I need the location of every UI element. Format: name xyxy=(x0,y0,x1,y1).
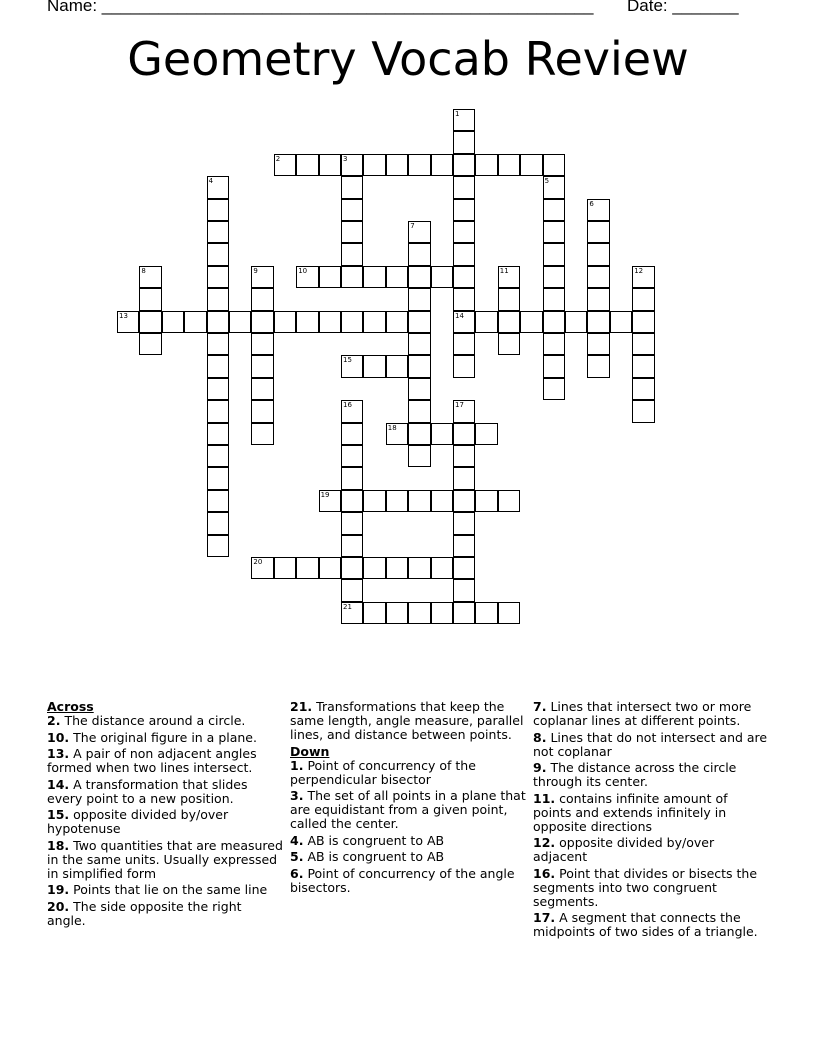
crossword-cell[interactable] xyxy=(363,311,385,333)
crossword-cell[interactable] xyxy=(341,400,363,422)
crossword-cell[interactable] xyxy=(251,378,273,400)
crossword-cell[interactable] xyxy=(207,333,229,355)
crossword-cell[interactable] xyxy=(341,199,363,221)
crossword-cell[interactable] xyxy=(453,221,475,243)
clue-across: 21. Transformations that keep the same length, angle measure, parallel lines, and distance between points. xyxy=(290,699,524,742)
crossword-cell[interactable] xyxy=(207,445,229,467)
crossword-cell[interactable] xyxy=(319,557,341,579)
crossword-cell[interactable] xyxy=(296,557,318,579)
crossword-cell[interactable] xyxy=(207,400,229,422)
clue-down: 4. AB is congruent to AB xyxy=(290,832,445,848)
crossword-cell[interactable] xyxy=(632,400,654,422)
clue-down: 11. contains infinite amount of points and extends infinitely in opposite directions xyxy=(533,790,728,834)
crossword-cell[interactable] xyxy=(386,557,408,579)
crossword-cell[interactable] xyxy=(341,602,363,624)
crossword-cell[interactable] xyxy=(475,311,497,333)
crossword-cell[interactable] xyxy=(587,311,609,333)
name-field-label: Name: ____________________________________________________ xyxy=(47,0,594,15)
crossword-cell[interactable] xyxy=(341,512,363,534)
crossword-cell[interactable] xyxy=(543,311,565,333)
crossword-cell[interactable] xyxy=(207,355,229,377)
crossword-cell[interactable] xyxy=(207,467,229,489)
crossword-cell[interactable] xyxy=(587,288,609,310)
clue-number: 9 xyxy=(253,266,258,275)
crossword-cell[interactable] xyxy=(520,311,542,333)
crossword-cell[interactable] xyxy=(453,333,475,355)
clue-number: 20 xyxy=(253,558,263,566)
crossword-cell[interactable] xyxy=(386,154,408,176)
crossword-cell[interactable] xyxy=(274,154,296,176)
clue-number: 10 xyxy=(298,266,308,275)
clue-number: 21 xyxy=(343,602,352,611)
crossword-cell[interactable] xyxy=(117,311,139,333)
crossword-cell[interactable] xyxy=(207,423,229,445)
crossword-cell[interactable] xyxy=(251,311,273,333)
crossword-cell[interactable] xyxy=(408,602,430,624)
clue-down: 8. Lines that do not intersect and are not coplanar xyxy=(533,729,768,759)
clue-column-3 xyxy=(533,700,769,942)
clue-across: 19. Points that lie on the same line xyxy=(47,882,268,897)
crossword-cell[interactable] xyxy=(341,243,363,265)
crossword-cell[interactable] xyxy=(274,311,296,333)
clue-number: 13 xyxy=(119,311,128,320)
crossword-cell[interactable] xyxy=(431,154,453,176)
clue-number: 17 xyxy=(455,401,464,410)
crossword-cell[interactable] xyxy=(363,490,385,512)
crossword-cell[interactable] xyxy=(565,311,587,333)
crossword-cell[interactable] xyxy=(296,154,318,176)
crossword-cell[interactable] xyxy=(408,221,430,243)
crossword-cell[interactable] xyxy=(363,557,385,579)
clue-number: 11 xyxy=(499,266,509,275)
clue-across: 13. A pair of non adjacent angles formed when two lines intersect. xyxy=(47,746,257,775)
crossword-cell[interactable] xyxy=(498,602,520,624)
crossword-cell[interactable] xyxy=(475,423,497,445)
clue-number: 1 xyxy=(455,110,460,118)
crossword-cell[interactable] xyxy=(632,378,654,400)
clue-number: 5 xyxy=(544,177,550,186)
crossword-cell[interactable] xyxy=(274,557,296,579)
clue-down: 5. AB is congruent to AB xyxy=(290,849,445,864)
crossword-cell[interactable] xyxy=(543,221,565,243)
crossword-cell[interactable] xyxy=(453,400,475,422)
clue-number: 16 xyxy=(343,401,352,410)
crossword-cell[interactable] xyxy=(543,288,565,310)
crossword-cell[interactable] xyxy=(363,266,385,288)
crossword-cell[interactable] xyxy=(341,176,363,198)
clue-down: 12. opposite divided by/over adjacent xyxy=(533,835,715,864)
clue-down: 6. Point of concurrency of the angle bisectors. xyxy=(290,865,515,895)
clue-down: 16. Point that divides or bisects the segments into two congruent segments. xyxy=(533,865,758,909)
crossword-cell[interactable] xyxy=(543,378,565,400)
crossword-cell[interactable] xyxy=(587,221,609,243)
crossword-cell[interactable] xyxy=(543,199,565,221)
crossword-cell[interactable] xyxy=(520,154,542,176)
crossword-cell[interactable] xyxy=(207,288,229,310)
crossword-cell[interactable] xyxy=(162,311,184,333)
crossword-cell[interactable] xyxy=(453,109,475,131)
clue-down: 3. The set of all points in a plane that are equidistant from a given point, called the center. xyxy=(290,788,526,831)
date-field-label: Date: _______ xyxy=(627,0,739,15)
crossword-cell[interactable] xyxy=(207,490,229,512)
crossword-cell[interactable] xyxy=(543,355,565,377)
crossword-cell[interactable] xyxy=(498,154,520,176)
crossword-cell[interactable] xyxy=(251,355,273,377)
crossword-cell[interactable] xyxy=(587,266,609,288)
crossword-cell[interactable] xyxy=(341,445,363,467)
crossword-cell[interactable] xyxy=(386,490,408,512)
crossword-cell[interactable] xyxy=(386,266,408,288)
crossword-cell[interactable] xyxy=(341,355,363,377)
crossword-cell[interactable] xyxy=(475,154,497,176)
crossword-cell[interactable] xyxy=(139,266,161,288)
crossword-cell[interactable] xyxy=(207,535,229,557)
crossword-cell[interactable] xyxy=(229,311,251,333)
crossword-cell[interactable] xyxy=(386,311,408,333)
crossword-cell[interactable] xyxy=(139,333,161,355)
crossword-cell[interactable] xyxy=(139,288,161,310)
crossword-cell[interactable] xyxy=(453,288,475,310)
crossword-cell[interactable] xyxy=(319,311,341,333)
crossword-cell[interactable] xyxy=(610,311,632,333)
page-title: Geometry Vocab Review xyxy=(127,32,689,86)
clue-number: 12 xyxy=(634,266,644,275)
crossword-cell[interactable] xyxy=(498,333,520,355)
clue-number: 14 xyxy=(455,311,464,320)
clue-column-1 xyxy=(47,700,283,930)
crossword-cell[interactable] xyxy=(453,355,475,377)
crossword-cell[interactable] xyxy=(453,602,475,624)
down-heading: Down xyxy=(290,743,330,759)
crossword-cell[interactable] xyxy=(408,378,430,400)
crossword-cell[interactable] xyxy=(587,199,609,221)
crossword-cell[interactable] xyxy=(408,266,430,288)
crossword-cell[interactable] xyxy=(475,602,497,624)
crossword-cell[interactable] xyxy=(408,355,430,377)
crossword-cell[interactable] xyxy=(453,512,475,534)
crossword-cell[interactable] xyxy=(498,266,520,288)
crossword-cell[interactable] xyxy=(319,490,341,512)
crossword-cell[interactable] xyxy=(207,378,229,400)
crossword-cell[interactable] xyxy=(341,154,363,176)
crossword-cell[interactable] xyxy=(453,266,475,288)
crossword-cell[interactable] xyxy=(587,243,609,265)
clue-down: 7. Lines that intersect two or more coplanar lines at different points. xyxy=(533,699,752,728)
crossword-cell[interactable] xyxy=(341,266,363,288)
crossword-cell[interactable] xyxy=(251,266,273,288)
crossword-cell[interactable] xyxy=(408,490,430,512)
crossword-cell[interactable] xyxy=(207,311,229,333)
crossword-cell[interactable] xyxy=(251,557,273,579)
crossword-cell[interactable] xyxy=(251,333,273,355)
crossword-cell[interactable] xyxy=(341,490,363,512)
crossword-cell[interactable] xyxy=(543,243,565,265)
crossword-cell[interactable] xyxy=(453,579,475,601)
crossword-cell[interactable] xyxy=(341,535,363,557)
crossword-cell[interactable] xyxy=(453,131,475,153)
crossword-cell[interactable] xyxy=(453,176,475,198)
crossword-cell[interactable] xyxy=(319,154,341,176)
crossword-cell[interactable] xyxy=(341,557,363,579)
crossword-cell[interactable] xyxy=(453,199,475,221)
crossword-cell[interactable] xyxy=(408,423,430,445)
crossword-cell[interactable] xyxy=(475,490,497,512)
crossword-cell[interactable] xyxy=(363,602,385,624)
crossword-cell[interactable] xyxy=(296,311,318,333)
crossword-cell[interactable] xyxy=(431,266,453,288)
clue-number: 19 xyxy=(320,490,330,499)
crossword-cell[interactable] xyxy=(408,333,430,355)
clue-down: 17. A segment that connects the midpoints of two sides of a triangle. xyxy=(533,910,758,939)
clue-number: 15 xyxy=(343,356,352,365)
crossword-cell[interactable] xyxy=(453,490,475,512)
crossword-cell[interactable] xyxy=(453,535,475,557)
crossword-cell[interactable] xyxy=(453,467,475,489)
clue-across: 2. The distance around a circle. xyxy=(47,713,246,728)
crossword-cell[interactable] xyxy=(386,602,408,624)
clue-across: 10. The original figure in a plane. xyxy=(47,729,257,745)
crossword-cell[interactable] xyxy=(386,423,408,445)
clue-across: 15. opposite divided by/over hypotenuse xyxy=(47,807,229,836)
crossword-cell[interactable] xyxy=(498,490,520,512)
crossword-cell[interactable] xyxy=(139,311,161,333)
crossword-cell[interactable] xyxy=(543,333,565,355)
clue-number: 18 xyxy=(387,423,397,432)
crossword-cell[interactable] xyxy=(408,400,430,422)
crossword-cell[interactable] xyxy=(453,423,475,445)
crossword-cell[interactable] xyxy=(363,154,385,176)
crossword-cell[interactable] xyxy=(632,333,654,355)
clue-across: 14. A transformation that slides every point to a new position. xyxy=(47,776,248,806)
clue-down: 9. The distance across the circle through its center. xyxy=(533,760,737,789)
crossword-cell[interactable] xyxy=(363,355,385,377)
crossword-cell[interactable] xyxy=(341,579,363,601)
crossword-cell[interactable] xyxy=(408,311,430,333)
crossword-cell[interactable] xyxy=(207,266,229,288)
crossword-cell[interactable] xyxy=(251,423,273,445)
crossword-cell[interactable] xyxy=(319,266,341,288)
clue-number: 2 xyxy=(275,154,281,163)
clue-down: 1. Point of concurrency of the perpendicular bisector xyxy=(290,757,476,787)
crossword-cell[interactable] xyxy=(632,311,654,333)
clue-number: 4 xyxy=(208,177,214,186)
crossword-cell[interactable] xyxy=(207,176,229,198)
crossword-cell[interactable] xyxy=(543,154,565,176)
crossword-cell[interactable] xyxy=(207,199,229,221)
crossword-cell[interactable] xyxy=(341,423,363,445)
crossword-cell[interactable] xyxy=(408,445,430,467)
crossword-cell[interactable] xyxy=(296,266,318,288)
clue-number: 8 xyxy=(141,266,146,275)
crossword-cell[interactable] xyxy=(431,557,453,579)
crossword-cell[interactable] xyxy=(453,243,475,265)
clue-across: 20. The side opposite the right angle. xyxy=(47,898,242,928)
crossword-cell[interactable] xyxy=(431,423,453,445)
crossword-cell[interactable] xyxy=(251,288,273,310)
across-heading: Across xyxy=(47,699,94,714)
crossword-cell[interactable] xyxy=(341,221,363,243)
crossword-cell[interactable] xyxy=(207,221,229,243)
crossword-cell[interactable] xyxy=(632,288,654,310)
crossword-cell[interactable] xyxy=(498,311,520,333)
crossword-cell[interactable] xyxy=(341,311,363,333)
crossword-cell[interactable] xyxy=(431,602,453,624)
clue-across: 18. Two quantities that are measured in the same units. Usually expressed in simplified form xyxy=(47,837,283,881)
crossword-cell[interactable] xyxy=(632,266,654,288)
crossword-cell[interactable] xyxy=(453,557,475,579)
crossword-cell[interactable] xyxy=(632,355,654,377)
crossword-cell[interactable] xyxy=(184,311,206,333)
crossword-cell[interactable] xyxy=(453,154,475,176)
crossword-cell[interactable] xyxy=(408,243,430,265)
crossword-cell[interactable] xyxy=(453,311,475,333)
crossword-cell[interactable] xyxy=(251,400,273,422)
clue-column-2 xyxy=(290,700,526,897)
crossword-cell[interactable] xyxy=(587,355,609,377)
clue-number: 6 xyxy=(589,199,594,208)
crossword-cell[interactable] xyxy=(341,467,363,489)
crossword-cell[interactable] xyxy=(408,288,430,310)
crossword-cell[interactable] xyxy=(408,154,430,176)
crossword-cell[interactable] xyxy=(386,355,408,377)
crossword-cell[interactable] xyxy=(498,288,520,310)
crossword-cell[interactable] xyxy=(207,512,229,534)
crossword-cell[interactable] xyxy=(587,333,609,355)
crossword-cell[interactable] xyxy=(431,490,453,512)
crossword-cell[interactable] xyxy=(453,445,475,467)
crossword-cell[interactable] xyxy=(543,176,565,198)
crossword-cell[interactable] xyxy=(543,266,565,288)
crossword-cell[interactable] xyxy=(207,243,229,265)
clue-number: 3 xyxy=(343,154,348,163)
clue-number: 7 xyxy=(410,222,415,230)
crossword-cell[interactable] xyxy=(408,557,430,579)
